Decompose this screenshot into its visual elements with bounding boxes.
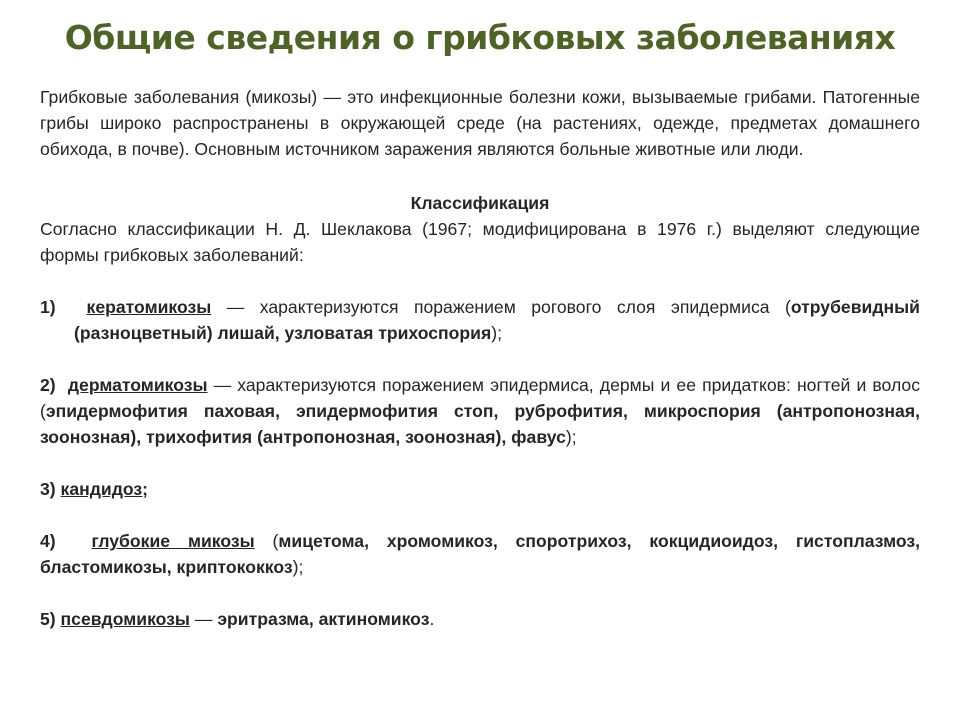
list-item-1 [40,294,920,346]
item-number: 3) [40,479,56,499]
list-item-4 [40,528,920,580]
item-end: ); [565,427,577,447]
item-term: кератомикозы [86,297,212,317]
item-number: 1) [40,297,56,317]
item-description: — характеризуются поражением рогового слоя эпидермиса ( [211,297,791,317]
item-description: — [189,609,218,629]
item-term: дерматомикозы [67,375,208,395]
item-number: 4) [40,531,56,551]
item-term: кандидоз; [60,479,149,499]
item-end: ); [491,323,502,343]
item-number: 5) [40,609,56,629]
classification-text: Согласно классификации Н. Д. Шеклакова (1967; модифицирована в 1976 г.) выделяют следующие формы грибковых заболеваний: [40,219,920,265]
document-body [40,84,920,632]
item-end: ); [292,557,304,577]
list-item-3 [40,476,920,502]
list-item-5 [40,606,920,632]
page-title: Общие сведения о грибковых заболеваниях [64,18,896,57]
item-end: . [429,609,435,629]
intro-paragraph: Грибковые заболевания (микозы) — это инфекционные болезни кожи, вызываемые грибами. Патогенные грибы широко распространены в окружающей среде (на растениях, одежде, предметах домашнего обихода, в почве). Основным источником заражения являются больные животные или люди. [40,87,920,159]
item-examples: эритразма, актиномикоз [217,609,430,629]
list-item-2 [40,372,920,450]
item-term: глубокие микозы [91,531,255,551]
item-examples: эпидермофития паховая, эпидермофития стоп, руброфития, микроспория (антропонозная, зоонозная), трихофития (антропонозная, зоонозная), фавус [40,401,920,447]
item-number: 2) [40,375,56,395]
classification-heading: Классификация [410,193,550,213]
item-examples: мицетома, хромомикоз, споротрихоз, кокцидиоидоз, гистоплазмоз, бластомикозы, криптококкоз [40,531,921,577]
item-description: — характеризуются поражением эпидермиса, дермы и ее придатков: ногтей и волос ( [40,375,920,421]
item-examples: отрубевидный (разноцветный) лишай, узловатая трихоспория [74,297,920,343]
item-description: ( [254,531,279,551]
item-term: псевдомикозы [60,609,190,629]
